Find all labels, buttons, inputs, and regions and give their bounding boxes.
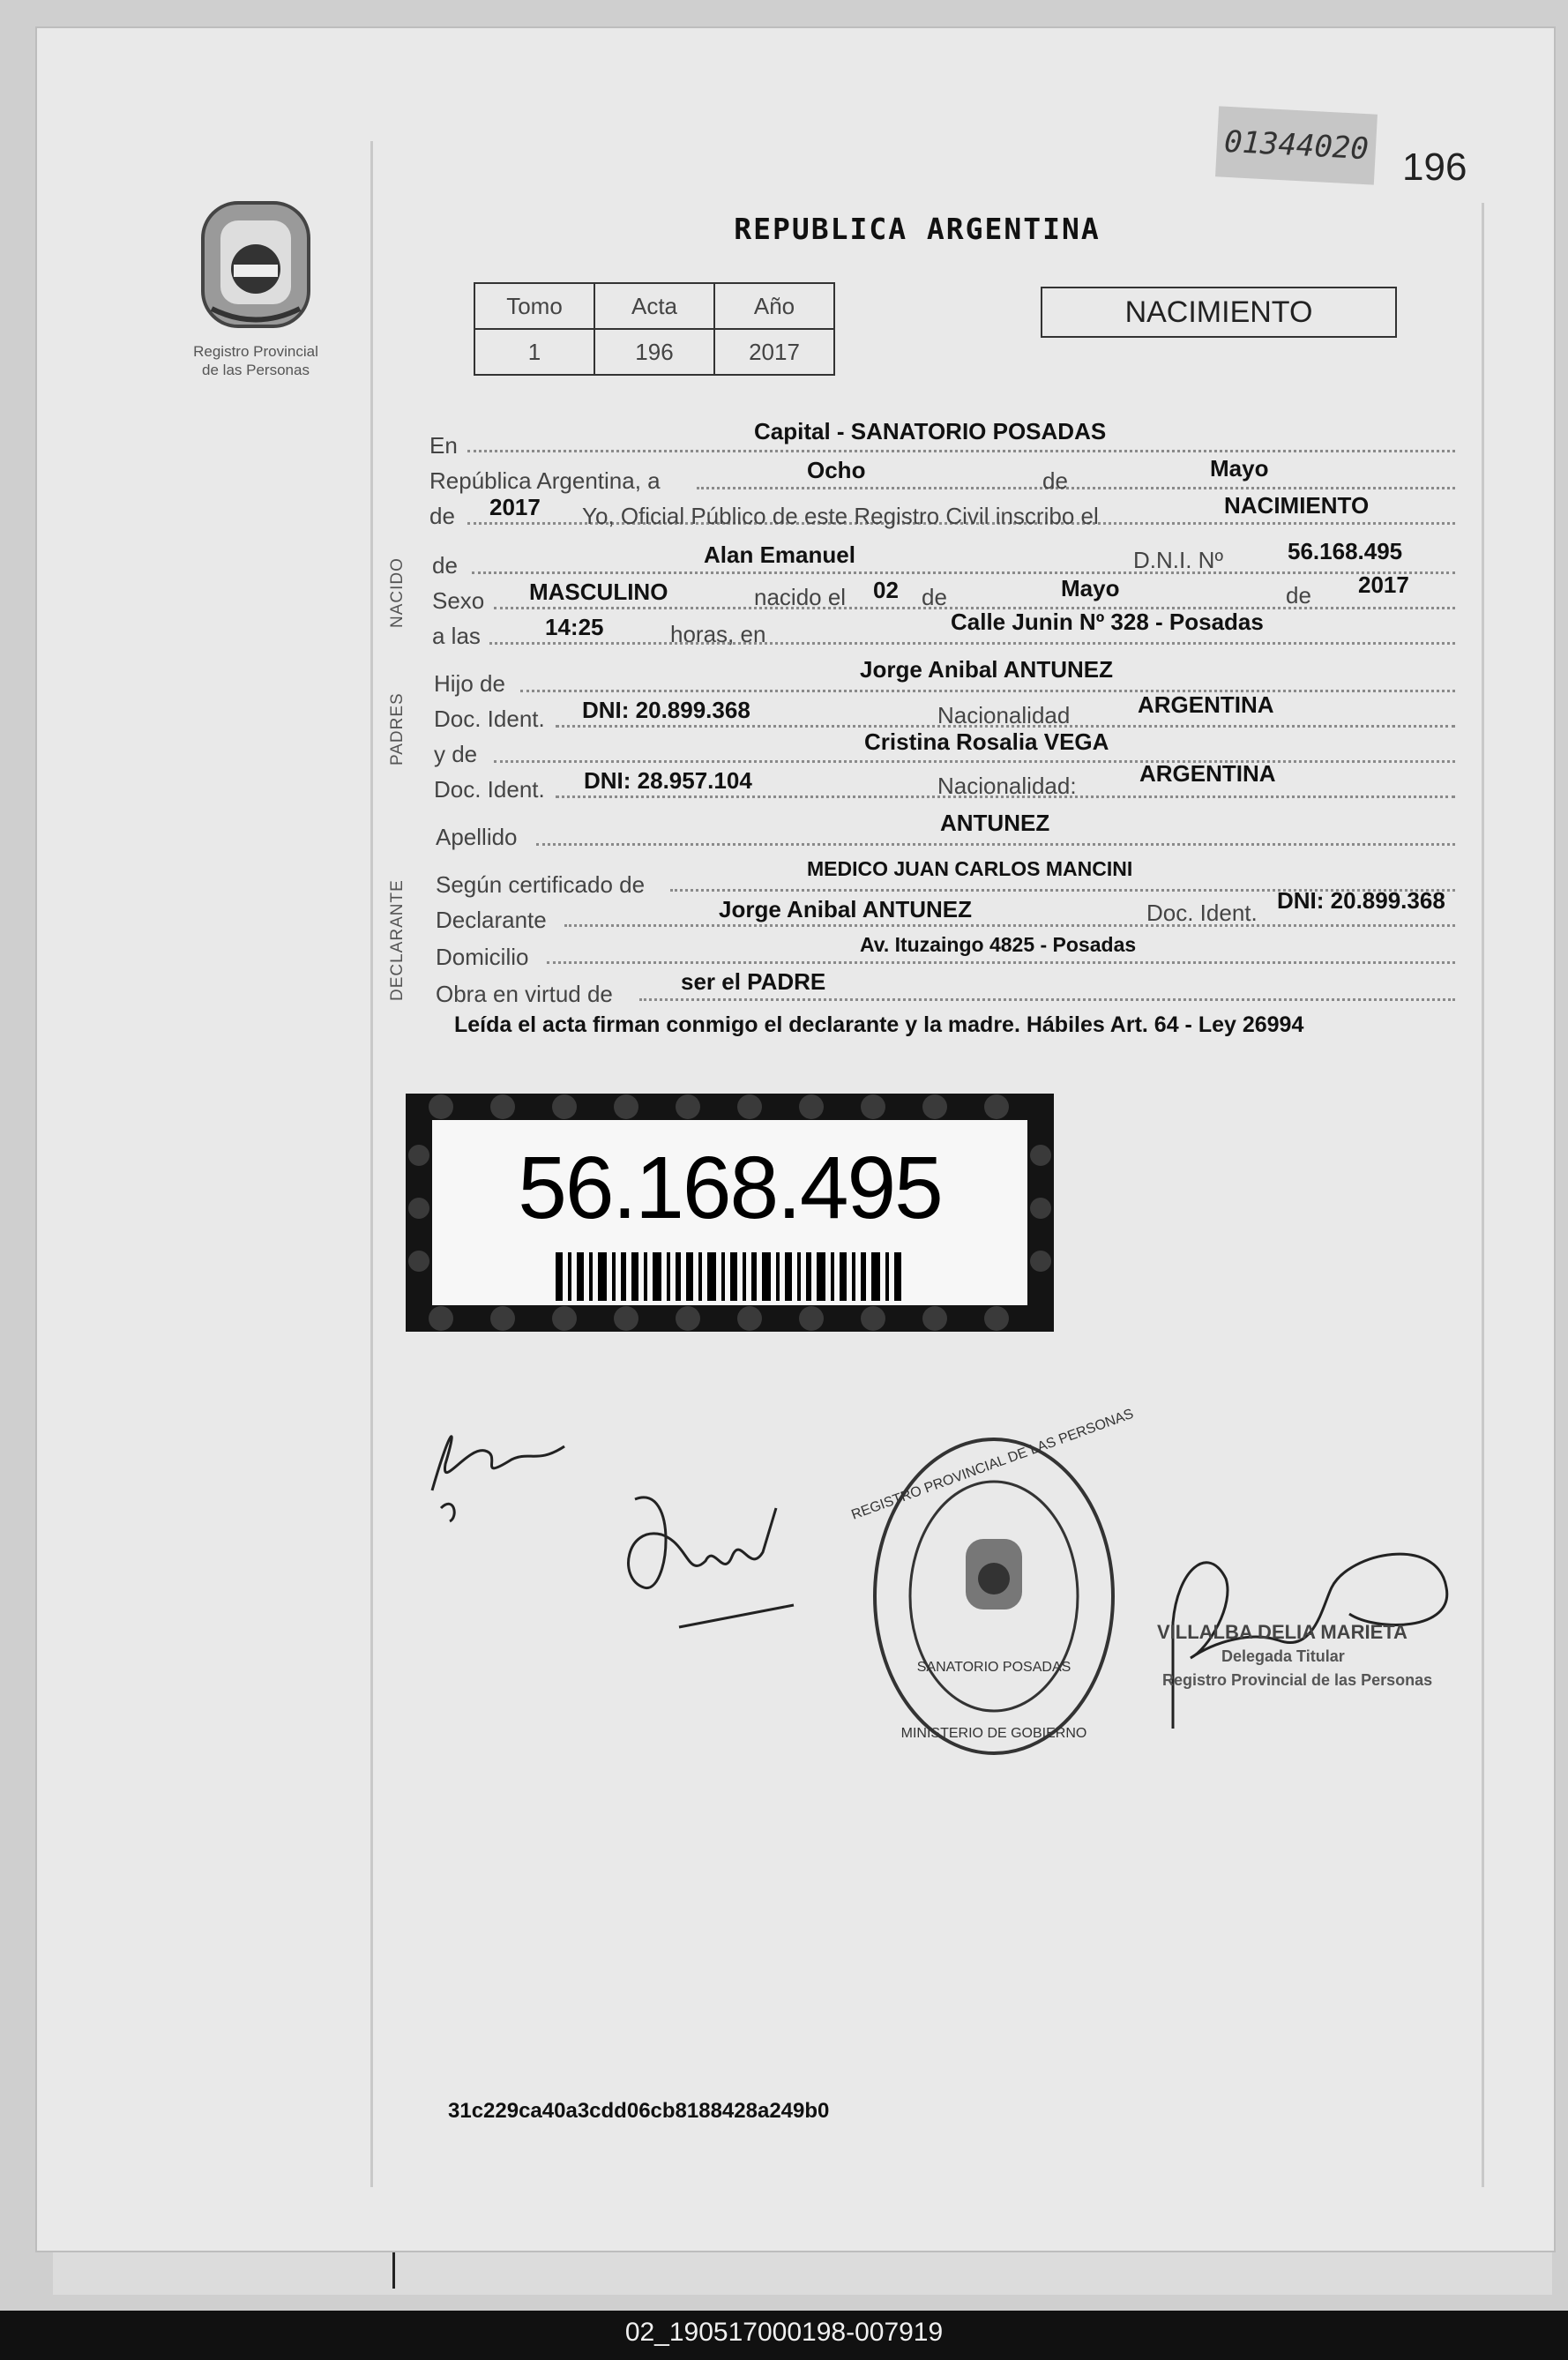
birth-year-value: 2017 — [1358, 571, 1409, 598]
child-dni-value: 56.168.495 — [1288, 538, 1403, 564]
logo-caption — [150, 342, 362, 379]
act-value: NACIMIENTO — [1224, 492, 1370, 519]
dotted-line — [520, 690, 1455, 692]
place-value: Capital - SANATORIO POSADAS — [754, 418, 1107, 444]
mother-doc-value: DNI: 28.957.104 — [584, 767, 752, 794]
official-role: Delegada Titular — [1221, 1647, 1345, 1665]
obra-label: Obra en virtud de — [436, 981, 613, 1007]
sticker-dni-number: 56.168.495 — [518, 1139, 942, 1237]
nacionalidad-label: Nacionalidad — [937, 702, 1071, 728]
dotted-line — [472, 571, 1455, 574]
certificate-value: MEDICO JUAN CARLOS MANCINI — [807, 857, 1133, 880]
declarante-label: Declarante — [436, 907, 547, 933]
registrar-signature — [406, 1411, 582, 1526]
year-header: Año — [714, 283, 834, 329]
mother-name-value: Cristina Rosalia VEGA — [864, 728, 1109, 755]
folio-number: 196 — [1402, 146, 1467, 189]
reason-value: ser el PADRE — [681, 968, 826, 995]
dotted-line — [564, 924, 1455, 927]
tomo-acta-year-table — [474, 282, 835, 376]
mother-nationality-value: ARGENTINA — [1139, 760, 1276, 787]
en-label: En — [429, 432, 458, 459]
svg-text:MINISTERIO DE GOBIERNO: MINISTERIO DE GOBIERNO — [900, 1726, 1087, 1741]
certificado-label: Según certificado de — [436, 871, 646, 898]
sexo-label: Sexo — [432, 587, 485, 614]
de-label-3: de — [432, 552, 458, 579]
sticker-panel — [432, 1120, 1027, 1305]
year-value: 2017 — [714, 329, 834, 375]
declarant-doc-value: DNI: 20.899.368 — [1277, 887, 1445, 914]
dotted-line — [536, 843, 1455, 846]
logo-caption-line-2: de las Personas — [202, 362, 310, 378]
nacido-el-label: nacido el — [754, 584, 847, 610]
birth-day-value: 02 — [873, 577, 899, 603]
year-value-text: 2017 — [489, 494, 541, 520]
acta-value: 196 — [594, 329, 714, 375]
right-margin-line — [1482, 203, 1484, 2187]
day-words-value: Ocho — [807, 457, 866, 483]
barcode-icon — [556, 1252, 908, 1301]
y-de-label: y de — [434, 741, 478, 767]
father-doc-value: DNI: 20.899.368 — [582, 697, 750, 723]
de-label: de — [1042, 467, 1068, 494]
section-label-declarante: DECLARANTE — [388, 879, 407, 1001]
time-value: 14:25 — [545, 614, 604, 640]
tomo-header: Tomo — [474, 283, 594, 329]
dotted-line — [547, 961, 1455, 964]
declarant-name-value: Jorge Anibal ANTUNEZ — [719, 896, 972, 922]
child-name-value: Alan Emanuel — [704, 541, 855, 568]
hijo-de-label: Hijo de — [434, 670, 505, 697]
month-value: Mayo — [1210, 455, 1269, 482]
apellido-label: Apellido — [436, 824, 518, 850]
section-label-nacido: NACIDO — [388, 557, 407, 628]
father-nationality-value: ARGENTINA — [1138, 691, 1274, 718]
doc-ident-label-3: Doc. Ident. — [1146, 900, 1258, 926]
section-label-padres: PADRES — [388, 692, 407, 766]
dni-label-sticker — [406, 1094, 1054, 1332]
de-label-4: de — [922, 584, 947, 610]
margin-line — [370, 141, 373, 2187]
registry-office-stamp — [849, 1406, 1136, 1759]
document-hash: 31c229ca40a3cdd06cb8188428a249b0 — [448, 2099, 830, 2123]
dotted-line — [489, 642, 1455, 645]
svg-text:SANATORIO POSADAS: SANATORIO POSADAS — [916, 1660, 1071, 1675]
official-name: VILLALBA DELIA MARIETA — [1157, 1621, 1407, 1643]
official-office: Registro Provincial de las Personas — [1162, 1671, 1433, 1689]
dotted-line — [467, 450, 1455, 452]
province-coat-of-arms-logo — [185, 194, 326, 335]
birth-month-value: Mayo — [1061, 575, 1120, 601]
doc-ident-label-2: Doc. Ident. — [434, 776, 545, 803]
dotted-line — [697, 487, 1455, 489]
acta-header: Acta — [594, 283, 714, 329]
file-identifier: 02_190517000198-007919 — [624, 2318, 944, 2347]
nacionalidad-label-2: Nacionalidad: — [937, 773, 1077, 799]
logo-caption-line-1: Registro Provincial — [193, 343, 318, 360]
oficial-text: Yo, Oficial Público de este Registro Civil inscribo el — [582, 503, 1099, 529]
dotted-line — [639, 998, 1455, 1001]
father-name-value: Jorge Anibal ANTUNEZ — [860, 656, 1113, 683]
dni-label: D.N.I. Nº — [1133, 547, 1223, 573]
document-title: REPUBLICA ARGENTINA — [734, 212, 1101, 246]
record-type-box: NACIMIENTO — [1041, 287, 1397, 338]
closing-statement: Leída el acta firman conmigo el declarante y la madre. Hábiles Art. 64 - Ley 26994 — [454, 1012, 1304, 1037]
surname-value: ANTUNEZ — [940, 810, 1050, 836]
horas-en-label: horas, en — [670, 621, 766, 647]
doc-ident-label: Doc. Ident. — [434, 706, 545, 732]
declarant-signature — [609, 1473, 803, 1640]
birth-place-value: Calle Junin Nº 328 - Posadas — [951, 609, 1264, 635]
serial-sticker — [1215, 106, 1378, 184]
a-las-label: a las — [432, 623, 481, 649]
dotted-line — [494, 760, 1455, 763]
de-label-2: de — [429, 503, 455, 529]
address-value: Av. Ituzaingo 4825 - Posadas — [860, 933, 1137, 956]
republica-label: República Argentina, a — [429, 467, 661, 494]
sexo-value: MASCULINO — [529, 579, 668, 605]
de-label-5: de — [1286, 582, 1311, 609]
tomo-value: 1 — [474, 329, 594, 375]
domicilio-label: Domicilio — [436, 944, 529, 970]
serial-number: 01344020 — [1223, 123, 1370, 168]
svg-text:REGISTRO PROVINCIAL DE LAS PER: REGISTRO PROVINCIAL DE LAS PERSONAS — [849, 1406, 1136, 1523]
